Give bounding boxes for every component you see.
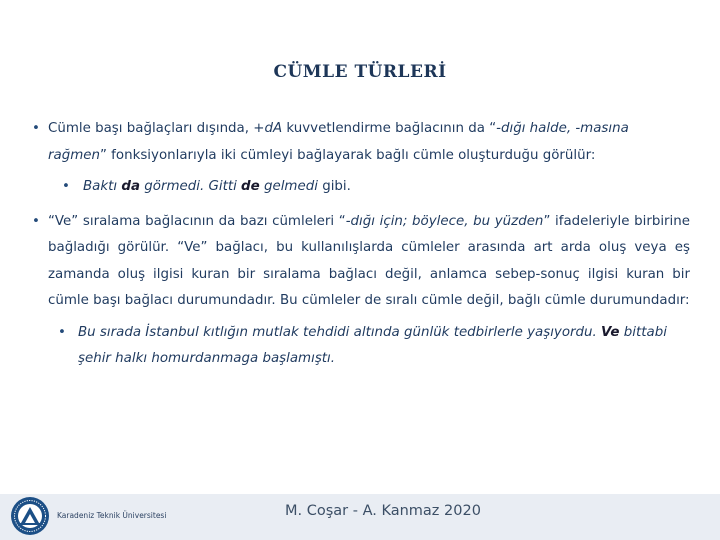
sub-bullet-icon: • [58, 324, 66, 340]
example-sentence-2: • Bu sırada İstanbul kıtlığın mutlak tehdidi altında günlük tedbirlerle yaşıyordu. Ve bittabi şehir halkı homurdanmaga başlamıştı. [28, 320, 690, 373]
footer-bar [0, 494, 720, 540]
bullet-icon: • [32, 121, 40, 136]
bullet-icon: • [32, 213, 40, 229]
slide-content [28, 116, 690, 373]
example-sentence-1: • Baktı da görmedi. Gitti de gelmedi gibi. [28, 174, 690, 201]
slide-title: CÜMLE TÜRLERİ [273, 62, 447, 82]
bullet-paragraph-1: • Cümle başı bağlaçları dışında, +dA kuvvetlendirme bağlacının da “-dığı halde, -masına rağmen” fonksiyonlarıyla iki cümleyi bağlayarak bağlı cümle oluşturduğu görülür: [28, 116, 690, 169]
bullet-paragraph-2: • “Ve” sıralama bağlacının da bazı cümleleri “-dığı için; böylece, bu yüzden” ifadeleriyle birbirine bağladığı görülür. “Ve” bağlacı, bu kullanılışlarda cümleler arasında art arda oluş veya eş zamanda oluş ilgisi kuran bir sıralama bağlacı değil, anlamca sebep-sonuç ilgisi kuran bir cümle başı bağlacı durumundadır. Bu cümleler de sıralı cümle değil, bağlı cümle durumundadır: [28, 209, 690, 315]
ktu-logo-icon [10, 496, 50, 536]
sub-bullet-icon: • [62, 179, 70, 194]
university-name: Karadeniz Teknik Üniversitesi [57, 511, 167, 520]
author-credit: M. Coşar - A. Kanmaz 2020 [285, 503, 481, 519]
